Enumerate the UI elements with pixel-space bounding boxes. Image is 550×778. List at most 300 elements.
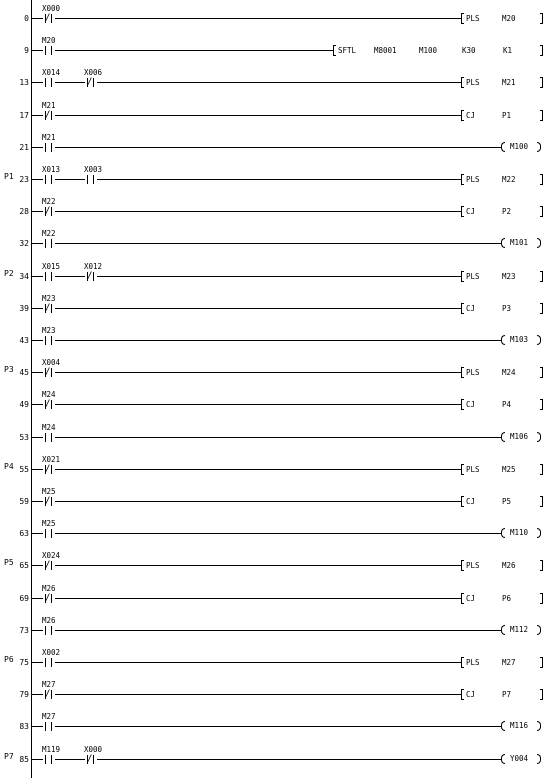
normally-closed-contact: [43, 497, 55, 506]
rung-wire: [31, 308, 43, 309]
contact-label: X000: [84, 744, 103, 754]
contact-bar: [87, 175, 88, 184]
coil-name: M101: [510, 238, 529, 248]
ladder-rung: [0, 455, 550, 487]
instruction-left-bracket: [461, 271, 464, 282]
contact-label: M21: [42, 132, 56, 142]
ladder-rung: [0, 712, 550, 744]
instruction-left-bracket: [461, 367, 464, 378]
contact-bar: [51, 626, 52, 635]
ladder-rung: [0, 680, 550, 712]
rung-wire: [31, 211, 43, 212]
contact-slash: /: [87, 753, 93, 764]
rung-wire: [55, 18, 461, 19]
rung-wire: [31, 82, 43, 83]
contact-bar: [93, 78, 94, 87]
rung-wire: [31, 726, 43, 727]
rung-wire: [97, 179, 461, 180]
output-coil: [501, 721, 541, 732]
contact-label: X014: [42, 68, 61, 78]
rung-wire: [31, 437, 43, 438]
ladder-rung: [0, 133, 550, 165]
instruction-operand: M22: [502, 175, 516, 184]
instruction-op: PLS: [466, 658, 480, 667]
normally-closed-contact: [43, 111, 55, 120]
instruction-box: [461, 657, 550, 668]
instruction-left-bracket: [461, 13, 464, 24]
contact-label: X004: [42, 358, 61, 368]
contact-bar: [51, 304, 52, 313]
ladder-rung: [0, 229, 550, 261]
ladder-rung: [0, 519, 550, 551]
contact-slash: /: [87, 270, 93, 281]
rung-wire: [31, 630, 43, 631]
contact-bar: [45, 272, 46, 281]
instruction-box: [461, 593, 550, 604]
rung-wire: [55, 243, 501, 244]
step-number: 73: [19, 625, 29, 635]
contact-bar: [45, 433, 46, 442]
instruction-op: CJ: [466, 497, 476, 506]
instruction-box: [333, 45, 550, 56]
contact-label: M25: [42, 519, 56, 529]
instruction-right-bracket: [540, 13, 543, 24]
contact-bar: [93, 272, 94, 281]
coil-left-paren: [501, 432, 505, 442]
instruction-box: [461, 303, 550, 314]
contact-label: M25: [42, 487, 56, 496]
rung-wire: [55, 565, 461, 566]
coil-right-paren: [537, 721, 541, 731]
instruction-operand: P5: [502, 497, 512, 506]
instruction-box: [461, 13, 550, 24]
instruction-operand: M23: [502, 271, 516, 281]
instruction-box: [461, 367, 550, 378]
contact-bar: [93, 175, 94, 184]
rung-wire: [55, 82, 85, 83]
step-number: 63: [19, 529, 29, 539]
step-number: 28: [19, 207, 29, 217]
instruction-right-bracket: [540, 560, 543, 571]
contact-bar: [51, 529, 52, 538]
contact-bar: [45, 336, 46, 345]
rung-wire: [55, 598, 461, 599]
contact-bar: [45, 239, 46, 248]
contact-slash: /: [45, 367, 51, 378]
instruction-box: [461, 464, 550, 475]
rung-wire: [97, 82, 461, 83]
coil-left-paren: [501, 142, 505, 152]
contact-slash: /: [45, 206, 51, 217]
step-number: 9: [24, 46, 29, 56]
coil-name: M100: [510, 141, 529, 151]
instruction-right-bracket: [540, 174, 543, 185]
instruction-left-bracket: [461, 77, 464, 88]
pointer-label: P1: [4, 172, 14, 181]
contact-bar: [51, 594, 52, 603]
instruction-left-bracket: [461, 399, 464, 410]
ladder-rung: [0, 36, 550, 68]
coil-name: M110: [510, 528, 529, 538]
normally-open-contact: [43, 755, 55, 764]
normally-open-contact: [43, 175, 55, 184]
contact-bar: [51, 78, 52, 87]
instruction-op: PLS: [466, 175, 480, 184]
ladder-rung: [0, 68, 550, 100]
instruction-box: [461, 399, 550, 410]
contact-label: M27: [42, 680, 56, 690]
instruction-operand: M26: [502, 561, 516, 571]
contact-slash: /: [45, 109, 51, 120]
rung-wire: [55, 437, 501, 438]
contact-bar: [51, 433, 52, 442]
instruction-right-bracket: [540, 206, 543, 217]
contact-bar: [51, 561, 52, 570]
instruction-box: [461, 689, 550, 700]
contact-bar: [45, 722, 46, 731]
ladder-rung: [0, 262, 550, 294]
contact-label: X013: [42, 165, 61, 174]
rung-wire: [97, 759, 501, 760]
pointer-label: P5: [4, 558, 14, 568]
contact-bar: [45, 46, 46, 55]
instruction-box: [461, 271, 550, 282]
step-number: 83: [19, 722, 29, 732]
contact-bar: [51, 690, 52, 699]
rung-wire: [31, 469, 43, 470]
ladder-rung: [0, 165, 550, 197]
rung-wire: [55, 694, 461, 695]
instruction-op: CJ: [466, 110, 476, 120]
step-number: 85: [19, 754, 29, 764]
coil-name: M116: [510, 721, 529, 731]
output-coil: [501, 238, 541, 249]
contact-bar: [51, 722, 52, 731]
contact-label: M24: [42, 422, 56, 432]
rung-wire: [55, 50, 333, 51]
instruction-op: PLS: [466, 561, 480, 571]
ladder-rung: [0, 101, 550, 133]
contact-label: X002: [42, 648, 61, 657]
coil-name: M112: [510, 624, 529, 634]
rung-wire: [55, 115, 461, 116]
rung-wire: [55, 404, 461, 405]
rung-wire: [31, 533, 43, 534]
contact-label: M22: [42, 229, 56, 239]
instruction-left-bracket: [461, 593, 464, 604]
rung-wire: [55, 340, 501, 341]
step-number: 17: [19, 110, 29, 120]
rung-wire: [31, 759, 43, 760]
contact-label: X021: [42, 454, 61, 464]
instruction-operand: M25: [502, 464, 516, 474]
ladder-rung: [0, 326, 550, 358]
normally-open-contact: [43, 143, 55, 152]
normally-open-contact: [43, 626, 55, 635]
normally-open-contact: [43, 529, 55, 538]
instruction-right-bracket: [540, 657, 543, 668]
contact-bar: [45, 755, 46, 764]
contact-bar: [51, 336, 52, 345]
instruction-operand: M27: [502, 658, 516, 667]
instruction-left-bracket: [461, 464, 464, 475]
step-number: 69: [19, 593, 29, 603]
contact-bar: [51, 465, 52, 474]
coil-right-paren: [537, 754, 541, 764]
instruction-left-bracket: [461, 206, 464, 217]
output-coil: [501, 754, 541, 765]
instruction-op: CJ: [466, 400, 476, 410]
instruction-operand: M20: [502, 14, 516, 23]
instruction-operand: P1: [502, 110, 512, 120]
contact-bar: [45, 175, 46, 184]
contact-slash: /: [45, 302, 51, 313]
instruction-operand: K30: [462, 46, 476, 56]
instruction-box: [461, 174, 550, 185]
instruction-left-bracket: [461, 496, 464, 507]
contact-bar: [51, 497, 52, 506]
output-coil: [501, 142, 541, 153]
contact-bar: [45, 78, 46, 87]
normally-open-contact: [43, 433, 55, 442]
step-number: 39: [19, 303, 29, 313]
instruction-op: PLS: [466, 271, 480, 281]
instruction-right-bracket: [540, 399, 543, 410]
contact-bar: [51, 46, 52, 55]
rung-wire: [31, 115, 43, 116]
rung-wire: [55, 501, 461, 502]
instruction-op: CJ: [466, 207, 476, 217]
step-number: 21: [19, 142, 29, 152]
instruction-right-bracket: [540, 689, 543, 700]
normally-closed-contact: [85, 755, 97, 764]
rung-wire: [31, 662, 43, 663]
rung-wire: [55, 469, 461, 470]
instruction-op: PLS: [466, 464, 480, 474]
contact-bar: [45, 143, 46, 152]
contact-bar: [45, 626, 46, 635]
ladder-rung: [0, 4, 550, 36]
instruction-left-bracket: [461, 303, 464, 314]
instruction-left-bracket: [461, 689, 464, 700]
instruction-operand: P4: [502, 400, 512, 410]
pointer-label: P3: [4, 365, 14, 375]
contact-bar: [45, 529, 46, 538]
contact-bar: [51, 14, 52, 23]
contact-slash: /: [45, 689, 51, 700]
coil-left-paren: [501, 721, 505, 731]
coil-left-paren: [501, 754, 505, 764]
instruction-right-bracket: [540, 303, 543, 314]
pointer-label: P2: [4, 268, 14, 278]
ladder-rung: [0, 551, 550, 583]
instruction-box: [461, 110, 550, 121]
normally-closed-contact: [85, 272, 97, 281]
step-number: 75: [19, 658, 29, 667]
rung-wire: [31, 340, 43, 341]
contact-label: X024: [42, 551, 61, 561]
coil-left-paren: [501, 238, 505, 248]
contact-label: M119: [42, 744, 61, 754]
instruction-right-bracket: [540, 464, 543, 475]
step-number: 65: [19, 561, 29, 571]
step-number: 45: [19, 368, 29, 378]
ladder-rung: [0, 390, 550, 422]
coil-name: M103: [510, 335, 529, 344]
step-number: 79: [19, 690, 29, 700]
contact-label: X006: [84, 68, 103, 78]
ladder-rung: [0, 616, 550, 648]
coil-right-paren: [537, 335, 541, 345]
normally-closed-contact: [43, 690, 55, 699]
pointer-label: P7: [4, 751, 14, 761]
instruction-operand: P3: [502, 303, 512, 313]
instruction-op: PLS: [466, 368, 480, 378]
normally-closed-contact: [85, 78, 97, 87]
rung-wire: [31, 501, 43, 502]
normally-open-contact: [85, 175, 97, 184]
contact-label: M20: [42, 36, 56, 46]
rung-wire: [55, 726, 501, 727]
instruction-box: [461, 496, 550, 507]
instruction-operand: M24: [502, 368, 516, 378]
instruction-left-bracket: [333, 45, 336, 56]
output-coil: [501, 335, 541, 346]
output-coil: [501, 528, 541, 539]
contact-label: X015: [42, 261, 61, 271]
step-number: 55: [19, 464, 29, 474]
contact-label: M26: [42, 583, 56, 593]
instruction-op: CJ: [466, 303, 476, 313]
rung-wire: [31, 404, 43, 405]
rung-wire: [31, 598, 43, 599]
coil-right-paren: [537, 528, 541, 538]
step-number: 43: [19, 336, 29, 345]
instruction-operand: K1: [503, 46, 513, 56]
rung-wire: [55, 179, 85, 180]
normally-closed-contact: [43, 304, 55, 313]
contact-bar: [51, 272, 52, 281]
coil-right-paren: [537, 432, 541, 442]
rung-wire: [55, 211, 461, 212]
contact-slash: /: [45, 399, 51, 410]
instruction-right-bracket: [540, 496, 543, 507]
normally-open-contact: [43, 722, 55, 731]
instruction-left-bracket: [461, 560, 464, 571]
coil-right-paren: [537, 238, 541, 248]
instruction-operand: P2: [502, 207, 512, 217]
rung-wire: [31, 276, 43, 277]
contact-bar: [51, 143, 52, 152]
step-number: 53: [19, 432, 29, 442]
contact-label: X003: [84, 165, 103, 174]
contact-label: M26: [42, 615, 56, 625]
rung-wire: [31, 372, 43, 373]
step-number: 34: [19, 271, 29, 281]
instruction-right-bracket: [540, 45, 543, 56]
coil-right-paren: [537, 142, 541, 152]
rung-wire: [55, 372, 461, 373]
output-coil: [501, 432, 541, 443]
ladder-rung: [0, 294, 550, 326]
contact-bar: [51, 111, 52, 120]
contact-label: M22: [42, 197, 56, 207]
rung-wire: [55, 147, 501, 148]
contact-bar: [51, 658, 52, 667]
contact-label: M23: [42, 293, 56, 303]
contact-slash: /: [45, 592, 51, 603]
step-number: 13: [19, 78, 29, 88]
normally-open-contact: [43, 272, 55, 281]
instruction-operand: M8001: [374, 46, 397, 56]
instruction-right-bracket: [540, 593, 543, 604]
coil-left-paren: [501, 528, 505, 538]
rung-wire: [31, 179, 43, 180]
normally-closed-contact: [43, 368, 55, 377]
coil-name: M106: [510, 431, 529, 441]
contact-slash: /: [87, 77, 93, 88]
contact-bar: [51, 239, 52, 248]
coil-left-paren: [501, 625, 505, 635]
normally-open-contact: [43, 336, 55, 345]
contact-label: M24: [42, 390, 56, 400]
normally-open-contact: [43, 78, 55, 87]
rung-wire: [55, 630, 501, 631]
normally-open-contact: [43, 658, 55, 667]
output-coil: [501, 625, 541, 636]
ladder-rung: [0, 197, 550, 229]
instruction-op: CJ: [466, 593, 476, 603]
instruction-left-bracket: [461, 110, 464, 121]
instruction-left-bracket: [461, 174, 464, 185]
rung-wire: [55, 759, 85, 760]
contact-label: M21: [42, 100, 56, 110]
step-number: 23: [19, 175, 29, 184]
instruction-right-bracket: [540, 271, 543, 282]
coil-left-paren: [501, 335, 505, 345]
instruction-box: [461, 77, 550, 88]
ladder-rung: [0, 487, 550, 519]
normally-closed-contact: [43, 14, 55, 23]
rung-wire: [31, 694, 43, 695]
step-number: 49: [19, 400, 29, 410]
step-number: 32: [19, 239, 29, 249]
coil-right-paren: [537, 625, 541, 635]
rung-wire: [55, 276, 85, 277]
contact-slash: /: [45, 13, 51, 23]
contact-label: X000: [42, 4, 61, 13]
contact-slash: /: [45, 496, 51, 506]
contact-slash: /: [45, 560, 51, 571]
rung-wire: [55, 662, 461, 663]
contact-bar: [51, 400, 52, 409]
instruction-box: [461, 206, 550, 217]
pointer-label: P6: [4, 655, 14, 664]
rung-wire: [55, 308, 461, 309]
rung-wire: [97, 276, 461, 277]
contact-label: M23: [42, 326, 56, 335]
instruction-right-bracket: [540, 367, 543, 378]
ladder-rung: [0, 745, 550, 777]
contact-bar: [45, 658, 46, 667]
rung-wire: [31, 243, 43, 244]
pointer-label: P4: [4, 461, 14, 471]
contact-label: M27: [42, 712, 56, 722]
step-number: 0: [24, 14, 29, 23]
normally-closed-contact: [43, 400, 55, 409]
instruction-right-bracket: [540, 110, 543, 121]
instruction-operand: P6: [502, 593, 512, 603]
